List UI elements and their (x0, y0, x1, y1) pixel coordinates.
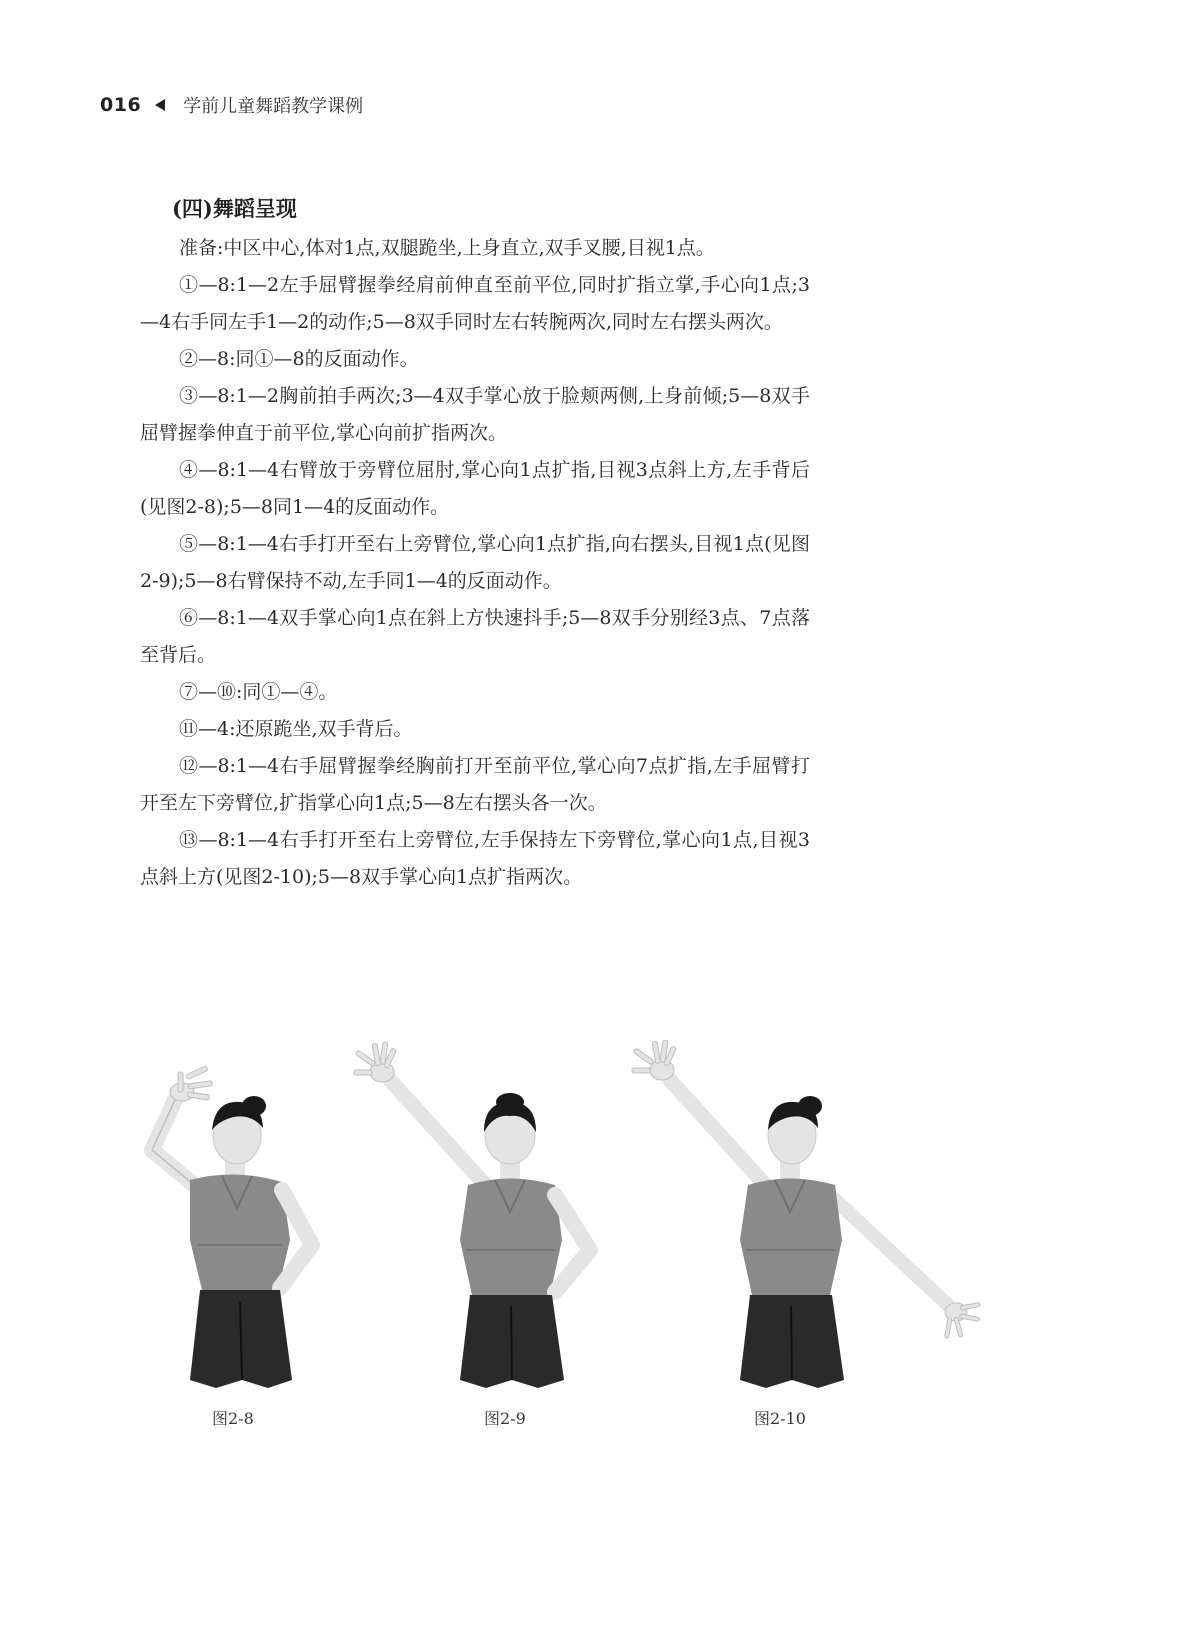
book-title: 学前儿童舞蹈教学课例 (183, 96, 364, 117)
paragraph-step-4: ④—8:1—4右臂放于旁臂位屈肘,掌心向1点扩指,目视3点斜上方,左手背后(见图2-8);5—8同1—4的反面动作。 (140, 459, 810, 518)
paragraph-step-5: ⑤—8:1—4右手打开至右上旁臂位,掌心向1点扩指,向右摆头,目视1点(见图2-9);5—8右臂保持不动,左手同1—4的反面动作。 (140, 533, 810, 592)
paragraph-step-7-10: ⑦—⑩:同①—④。 (179, 681, 338, 703)
paragraph-step-6: ⑥—8:1—4双手掌心向1点在斜上方快速抖手;5—8双手分别经3点、7点落至背后。 (140, 607, 810, 666)
figure-2-9 (350, 1040, 650, 1440)
paragraph-preparation: 准备:中区中心,体对1点,双腿跪坐,上身直立,双手叉腰,目视1点。 (179, 237, 715, 259)
body-text (140, 230, 810, 896)
paragraph-step-3: ③—8:1—2胸前拍手两次;3—4双手掌心放于脸颊两侧,上身前倾;5—8双手屈臂握拳伸直于前平位,掌心向前扩指两次。 (140, 385, 810, 444)
figure-caption: 图2-8 (212, 1409, 254, 1428)
figure-2-10 (630, 1040, 990, 1440)
section-heading: (四)舞蹈呈现 (172, 196, 297, 221)
figure-caption: 图2-9 (484, 1409, 526, 1428)
figure-row (130, 1040, 1010, 1440)
dancer-photo-fig-2-9 (350, 1040, 650, 1400)
dancer-photo-fig-2-8 (130, 1040, 370, 1400)
paragraph-step-1: ①—8:1—2左手屈臂握拳经肩前伸直至前平位,同时扩指立掌,手心向1点;3—4右手同左手1—2的动作;5—8双手同时左右转腕两次,同时左右摆头两次。 (140, 274, 810, 333)
figure-2-8 (130, 1040, 370, 1440)
paragraph-step-12: ⑫—8:1—4右手屈臂握拳经胸前打开至前平位,掌心向7点扩指,左手屈臂打开至左下旁臂位,扩指掌心向1点;5—8左右摆头各一次。 (140, 755, 810, 814)
running-header (100, 92, 363, 118)
paragraph-step-2: ②—8:同①—8的反面动作。 (179, 348, 419, 370)
dancer-photo-fig-2-10 (630, 1040, 990, 1400)
figure-caption: 图2-10 (754, 1409, 806, 1428)
paragraph-step-11: ⑪—4:还原跪坐,双手背后。 (179, 718, 413, 740)
left-arrow-icon (155, 99, 165, 111)
page-number: 016 (100, 94, 142, 116)
paragraph-step-13: ⑬—8:1—4右手打开至右上旁臂位,左手保持左下旁臂位,掌心向1点,目视3点斜上方(见图2-10);5—8双手掌心向1点扩指两次。 (140, 829, 810, 888)
